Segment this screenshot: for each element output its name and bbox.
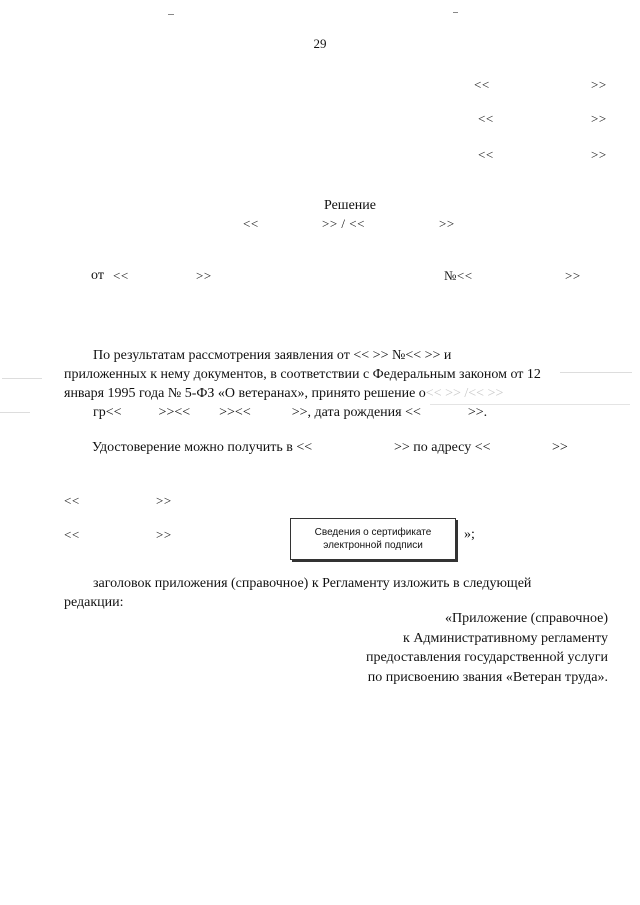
body-line1-b: >> №<< [372, 348, 422, 363]
body-line3-text: января 1995 года № 5-ФЗ «О ветеранах», принято решение о [64, 386, 426, 401]
body-line4-b: >><< [158, 405, 191, 420]
date-prefix: от [91, 268, 104, 283]
decision-title: Решение [323, 198, 376, 213]
signature-open: << [64, 493, 80, 508]
placeholder-open: << [474, 77, 490, 92]
number-open: №<< [444, 268, 473, 283]
signature-close: >> [156, 493, 172, 508]
electronic-signature-stamp [290, 518, 456, 560]
cert-box-line2: электронной подписи [323, 540, 423, 551]
placeholder-close: >> [591, 111, 607, 126]
appendix-heading-line: к Административному регламенту [403, 630, 608, 646]
page-number: 29 [313, 36, 327, 51]
cert-box-line1: Сведения о сертификате [314, 527, 432, 538]
appendix-heading-line: «Приложение (справочное) [445, 611, 608, 626]
placeholder-open: << [478, 111, 494, 126]
certificate-text-c: >> [552, 440, 568, 455]
body-line2-text: приложенных к нему документов, в соответствии с Федеральным законом от 12 [64, 367, 541, 382]
appendix-heading [366, 609, 608, 687]
scan-artifact [560, 372, 632, 373]
placeholder-close: >> [591, 147, 607, 162]
appendix-heading-line: по присвоению звания «Ветеран труда». [367, 669, 608, 685]
date-open: << [113, 268, 129, 283]
body-line1-a: По результатам рассмотрения заявления от << [93, 348, 370, 363]
scan-artifact [2, 378, 42, 379]
placeholder-open: << [478, 147, 494, 162]
signature-close: >> [156, 527, 172, 542]
body-line4-a: гр<< [93, 405, 122, 420]
scan-speck [453, 12, 458, 13]
certificate-text-a: Удостоверение можно получить в << [92, 440, 313, 455]
body-paragraph [64, 346, 609, 422]
body-line3-tail: << >> /<< >> [425, 386, 504, 401]
placeholder-close: >> [591, 77, 607, 92]
signature-open: << [64, 527, 80, 542]
decision-subtitle-close: >> [439, 216, 455, 231]
certificate-text-b: >> по адресу << [394, 440, 491, 455]
body-line1-c: >> и [424, 348, 452, 363]
body-line4 [64, 403, 609, 422]
decision-subtitle-open: << [243, 216, 259, 231]
amendment-line2: редакции: [64, 595, 124, 610]
scan-artifact [430, 404, 630, 405]
appendix-heading-line: предоставления государственной услуги [366, 650, 608, 665]
amendment-paragraph [64, 574, 609, 612]
number-close: >> [565, 268, 581, 283]
scan-artifact [0, 412, 30, 413]
scan-speck [168, 14, 174, 15]
body-line4-d: >>, дата рождения << [291, 405, 421, 420]
signature-tail: »; [464, 527, 475, 542]
decision-subtitle-mid: >> / << [322, 216, 365, 231]
body-line3 [64, 384, 609, 403]
body-line4-e: >>. [467, 405, 488, 420]
amendment-line1: заголовок приложения (справочное) к Регламенту изложить в следующей [93, 576, 532, 591]
body-line4-c: >><< [219, 405, 251, 420]
date-close: >> [196, 268, 212, 283]
body-line2 [64, 365, 609, 384]
